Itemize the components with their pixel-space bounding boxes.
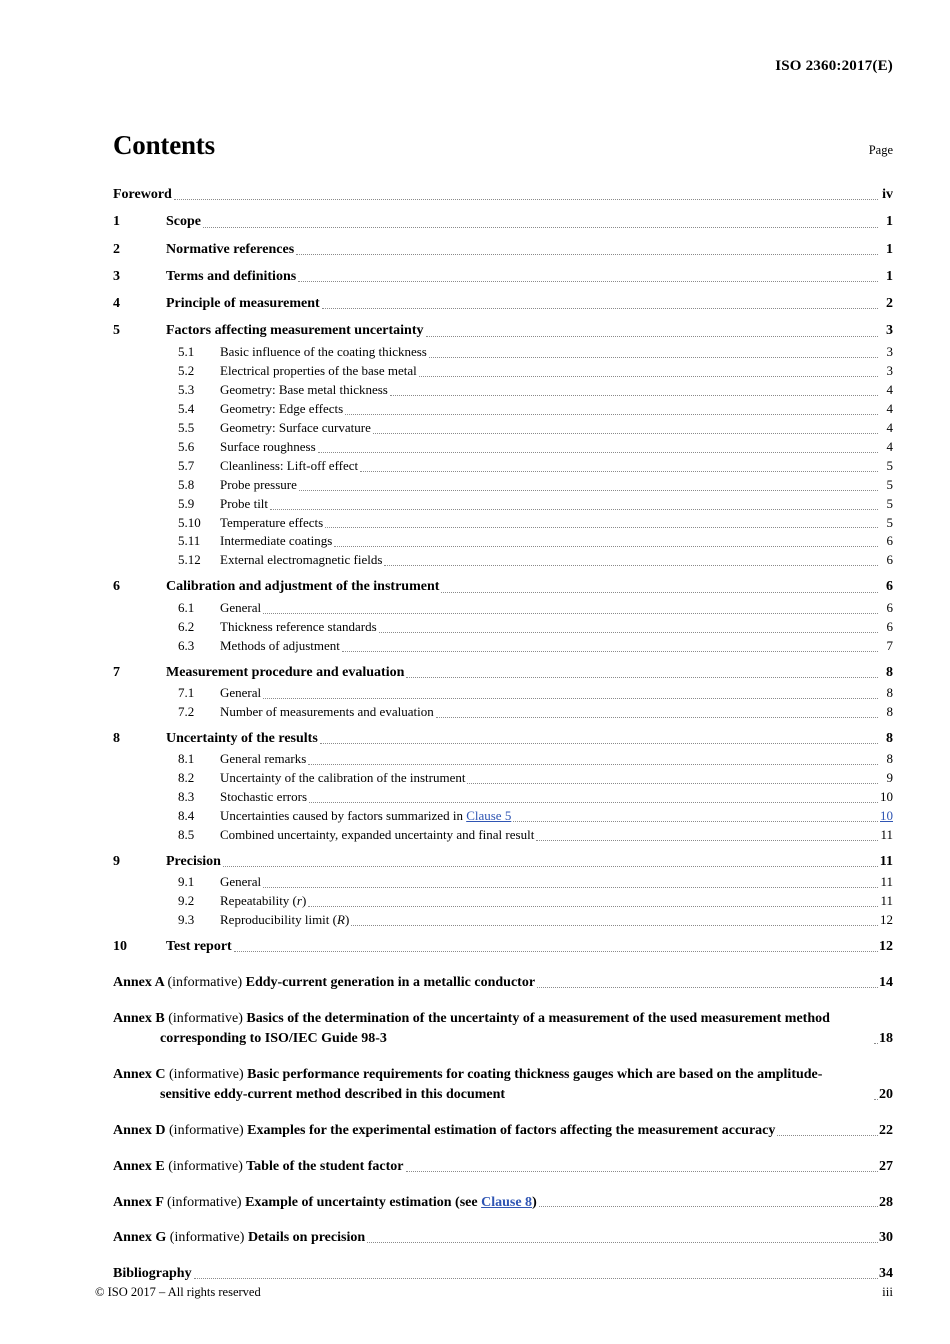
entry-number: 9.3 bbox=[178, 912, 195, 928]
toc-entry-clause[interactable] bbox=[113, 937, 893, 957]
toc-entry-annex[interactable] bbox=[113, 1193, 893, 1213]
entry-title-wrap bbox=[113, 1157, 879, 1177]
entry-page-number: 9 bbox=[886, 770, 893, 786]
entry-title-wrap bbox=[166, 852, 879, 872]
entry-number: 8 bbox=[113, 730, 120, 746]
toc-entry-annex[interactable] bbox=[113, 1009, 893, 1049]
entry-title: Test report bbox=[166, 939, 232, 955]
entry-page-number: 1 bbox=[886, 214, 893, 230]
toc-entry-foreword[interactable] bbox=[113, 185, 893, 205]
toc-entry-subclause[interactable] bbox=[113, 788, 893, 807]
entry-title-wrap bbox=[166, 937, 879, 957]
entry-title: Annex F (informative) Example of uncertainty estimation (see Clause 8) bbox=[113, 1194, 537, 1210]
entry-title-wrap bbox=[220, 618, 879, 637]
annex-label: Annex G bbox=[113, 1230, 170, 1246]
entry-title: Probe pressure bbox=[220, 476, 297, 492]
dot-leader bbox=[309, 801, 878, 803]
entry-title: Basic influence of the coating thickness bbox=[220, 343, 427, 359]
entry-number: 6.2 bbox=[178, 618, 195, 634]
entry-title-wrap bbox=[113, 1009, 879, 1049]
entry-title: Annex E (informative) Table of the student factor bbox=[113, 1158, 404, 1174]
entry-title-wrap bbox=[220, 684, 879, 703]
dot-leader bbox=[379, 631, 878, 633]
entry-page-number: 3 bbox=[886, 323, 893, 339]
italic-variable: r bbox=[296, 893, 302, 909]
toc-entry-subclause[interactable] bbox=[113, 476, 893, 495]
dot-leader bbox=[406, 1170, 879, 1172]
dot-leader bbox=[263, 612, 878, 614]
entry-page-number: 20 bbox=[879, 1086, 893, 1102]
entry-title-wrap bbox=[166, 663, 879, 683]
entry-title-wrap bbox=[220, 400, 879, 419]
entry-page-number: 30 bbox=[879, 1230, 893, 1246]
entry-title-wrap bbox=[220, 362, 879, 381]
entry-page-number: 6 bbox=[886, 552, 893, 568]
entry-number: 8.5 bbox=[178, 827, 195, 843]
entry-page-number: 1 bbox=[886, 241, 893, 257]
annex-label: Annex A bbox=[113, 975, 168, 991]
page-column-label: Page bbox=[868, 143, 893, 157]
dot-leader bbox=[874, 1098, 878, 1100]
dot-leader bbox=[429, 356, 878, 358]
entry-title-wrap bbox=[220, 419, 879, 438]
dot-leader bbox=[351, 924, 878, 926]
entry-number: 10 bbox=[113, 939, 127, 955]
entry-page-number: 6 bbox=[886, 599, 893, 615]
entry-title-wrap bbox=[220, 911, 879, 930]
toc-entry-subclause[interactable] bbox=[113, 457, 893, 476]
entry-number: 5.3 bbox=[178, 381, 195, 397]
annex-informative-note: (informative) bbox=[168, 1158, 243, 1174]
entry-page-number: 8 bbox=[886, 703, 893, 719]
toc-entry-clause[interactable] bbox=[113, 852, 893, 872]
entry-title: Stochastic errors bbox=[220, 789, 308, 805]
entry-title-wrap bbox=[166, 729, 879, 749]
toc-entry-subclause[interactable] bbox=[113, 362, 893, 381]
entry-title: Factors affecting measurement uncertainty bbox=[166, 323, 424, 339]
copyright-notice: © ISO 2017 – All rights reserved bbox=[95, 1285, 261, 1299]
dot-leader bbox=[322, 307, 878, 309]
entry-title: Scope bbox=[166, 214, 201, 230]
annex-label: Annex D bbox=[113, 1122, 170, 1138]
entry-title: Probe tilt bbox=[220, 495, 269, 511]
entry-title-wrap bbox=[113, 973, 879, 993]
entry-page-number: 8 bbox=[886, 730, 893, 746]
entry-title-wrap bbox=[220, 826, 879, 845]
entry-title: Number of measurements and evaluation bbox=[220, 703, 434, 719]
toc-entry-clause[interactable] bbox=[113, 577, 893, 597]
entry-number: 5.6 bbox=[178, 438, 195, 454]
toc-entry-subclause[interactable] bbox=[113, 703, 893, 722]
entry-number: 4 bbox=[113, 296, 120, 312]
entry-title: Combined uncertainty, expanded uncertainty and final result bbox=[220, 827, 535, 843]
entry-title-wrap bbox=[220, 599, 879, 618]
entry-title-wrap bbox=[113, 1121, 879, 1141]
toc-entry-annex[interactable] bbox=[113, 1157, 893, 1177]
dot-leader bbox=[436, 716, 878, 718]
annex-informative-note: (informative) bbox=[167, 975, 243, 991]
annex-informative-note: (informative) bbox=[166, 1194, 242, 1210]
toc-entry-clause[interactable] bbox=[113, 663, 893, 683]
entry-page-number: 11 bbox=[880, 893, 893, 909]
toc-entry-subclause[interactable] bbox=[113, 599, 893, 618]
dot-leader bbox=[441, 591, 878, 593]
dot-leader bbox=[320, 742, 878, 744]
dot-leader bbox=[299, 489, 878, 491]
annex-informative-note: (informative) bbox=[169, 1122, 244, 1138]
entry-page-number: 6 bbox=[886, 579, 893, 595]
entry-number: 9.2 bbox=[178, 893, 195, 909]
page-title: Contents bbox=[113, 130, 215, 160]
entry-title-wrap bbox=[220, 457, 879, 476]
toc-entry-subclause[interactable] bbox=[113, 873, 893, 892]
entry-title: Uncertainty of the results bbox=[166, 730, 318, 746]
toc-entry-subclause[interactable] bbox=[113, 419, 893, 438]
entry-page-number: 8 bbox=[886, 684, 893, 700]
entry-page-number: 11 bbox=[879, 853, 893, 869]
annex-label: Annex B bbox=[113, 1011, 169, 1027]
entry-number: 6.1 bbox=[178, 599, 195, 615]
entry-page-number: 5 bbox=[886, 495, 893, 511]
entry-number: 5.2 bbox=[178, 362, 195, 378]
dot-leader bbox=[874, 1042, 878, 1044]
entry-title: General remarks bbox=[220, 751, 307, 767]
entry-page-number: 18 bbox=[879, 1031, 893, 1047]
entry-title: Annex G (informative) Details on precision bbox=[113, 1230, 366, 1246]
entry-page-number: 6 bbox=[886, 533, 893, 549]
entry-page-number: 28 bbox=[879, 1194, 893, 1210]
entry-number: 8.2 bbox=[178, 770, 195, 786]
entry-title-wrap bbox=[220, 532, 879, 551]
entry-title-wrap bbox=[113, 1228, 879, 1248]
entry-title: Annex D (informative) Examples for the experimental estimation of factors affecting the measurement accuracy bbox=[113, 1122, 776, 1138]
dot-leader bbox=[426, 335, 878, 337]
dot-leader bbox=[203, 226, 878, 228]
toc-entry-subclause[interactable] bbox=[113, 769, 893, 788]
toc-entry-annex[interactable] bbox=[113, 973, 893, 993]
entry-page-number: 12 bbox=[879, 939, 893, 955]
dot-leader bbox=[384, 564, 878, 566]
entry-title-wrap bbox=[220, 343, 879, 362]
entry-title: Annex A (informative) Eddy-current generation in a metallic conductor bbox=[113, 975, 536, 991]
toc-entry-bibliography[interactable] bbox=[113, 1264, 893, 1284]
dot-leader bbox=[537, 986, 878, 988]
toc-entry-clause[interactable] bbox=[113, 294, 893, 314]
annex-informative-note: (informative) bbox=[169, 1067, 244, 1083]
toc-entry-subclause[interactable] bbox=[113, 637, 893, 656]
toc-entry-subclause[interactable] bbox=[113, 826, 893, 845]
dot-leader bbox=[223, 865, 878, 867]
entry-page-number: 8 bbox=[886, 664, 893, 680]
toc-entry-subclause[interactable] bbox=[113, 495, 893, 514]
annex-label: Annex C bbox=[113, 1067, 170, 1083]
entry-title-wrap bbox=[220, 495, 879, 514]
annex-informative-note: (informative) bbox=[169, 1230, 245, 1246]
entry-title-wrap bbox=[220, 551, 879, 570]
entry-number: 7.2 bbox=[178, 703, 195, 719]
entry-page-number: 2 bbox=[886, 296, 893, 312]
entry-page-number: 4 bbox=[886, 438, 893, 454]
dot-leader bbox=[360, 470, 878, 472]
entry-number: 6.3 bbox=[178, 637, 195, 653]
entry-title: General bbox=[220, 684, 262, 700]
entry-page-number: iv bbox=[882, 187, 893, 202]
dot-leader bbox=[536, 839, 878, 841]
dot-leader bbox=[318, 451, 878, 453]
entry-title-wrap bbox=[113, 1065, 879, 1105]
entry-page-number: 14 bbox=[879, 975, 893, 991]
toc-entry-clause[interactable] bbox=[113, 212, 893, 232]
entry-number: 5.5 bbox=[178, 419, 195, 435]
footer-page-number: iii bbox=[882, 1284, 893, 1299]
entry-page-number: 27 bbox=[879, 1158, 893, 1174]
entry-page-number: 3 bbox=[886, 343, 893, 359]
entry-page-number[interactable]: 10 bbox=[880, 808, 893, 824]
entry-title-wrap bbox=[220, 476, 879, 495]
entry-title: Intermediate coatings bbox=[220, 533, 333, 549]
entry-title: Calibration and adjustment of the instrument bbox=[166, 579, 440, 595]
toc-entry-clause[interactable] bbox=[113, 240, 893, 260]
entry-title: Uncertainties caused by factors summarized in Clause 5 bbox=[220, 808, 512, 824]
dot-leader bbox=[390, 394, 878, 396]
entry-title-wrap bbox=[166, 267, 879, 287]
entry-number: 3 bbox=[113, 268, 120, 284]
entry-title-wrap bbox=[166, 294, 879, 314]
entry-number: 5.4 bbox=[178, 400, 195, 416]
annex-label: Annex F bbox=[113, 1194, 167, 1210]
entry-title-wrap bbox=[220, 637, 879, 656]
toc-entry-subclause[interactable] bbox=[113, 618, 893, 637]
entry-page-number: 5 bbox=[886, 514, 893, 530]
dot-leader bbox=[308, 763, 878, 765]
toc-entry-subclause[interactable] bbox=[113, 514, 893, 533]
entry-title: Cleanliness: Lift-off effect bbox=[220, 457, 359, 473]
dot-leader bbox=[539, 1205, 878, 1207]
entry-title-wrap bbox=[113, 185, 879, 205]
toc-entry-clause[interactable] bbox=[113, 321, 893, 341]
entry-page-number: 34 bbox=[879, 1266, 893, 1282]
entry-title: Repeatability (r) bbox=[220, 893, 307, 909]
entry-title: Principle of measurement bbox=[166, 296, 320, 312]
entry-page-number: 4 bbox=[886, 400, 893, 416]
italic-variable: R bbox=[337, 912, 345, 928]
entry-title: Terms and definitions bbox=[166, 268, 297, 284]
dot-leader bbox=[234, 950, 878, 952]
entry-page-number: 7 bbox=[886, 637, 893, 653]
entry-page-number: 8 bbox=[886, 751, 893, 767]
entry-title-wrap bbox=[166, 321, 879, 341]
cross-reference-link[interactable]: Clause 5 bbox=[466, 808, 512, 824]
annex-informative-note: (informative) bbox=[168, 1011, 243, 1027]
entry-number: 6 bbox=[113, 579, 120, 595]
entry-title: General bbox=[220, 874, 262, 890]
entry-title: Foreword bbox=[113, 187, 172, 202]
entry-title: Thickness reference standards bbox=[220, 618, 377, 634]
entry-number: 5.7 bbox=[178, 457, 195, 473]
entry-page-number: 4 bbox=[886, 381, 893, 397]
dot-leader bbox=[263, 697, 878, 699]
toc-entry-subclause[interactable] bbox=[113, 532, 893, 551]
toc-entry-subclause[interactable] bbox=[113, 400, 893, 419]
table-of-contents bbox=[113, 185, 893, 1284]
dot-leader bbox=[263, 886, 878, 888]
toc-entry-subclause[interactable] bbox=[113, 381, 893, 400]
entry-title: Temperature effects bbox=[220, 514, 324, 530]
dot-leader bbox=[296, 253, 878, 255]
entry-title: Annex B (informative) Basics of the determination of the uncertainty of a measurement of the used measurement method corresponding to ISO/IEC Guide 98-3 bbox=[113, 1011, 830, 1047]
entry-number: 5 bbox=[113, 323, 120, 339]
toc-entry-annex[interactable] bbox=[113, 1228, 893, 1248]
entry-number: 5.8 bbox=[178, 476, 195, 492]
toc-entry-annex[interactable] bbox=[113, 1121, 893, 1141]
toc-entry-subclause[interactable] bbox=[113, 892, 893, 911]
entry-number: 7.1 bbox=[178, 684, 195, 700]
entry-page-number: 22 bbox=[879, 1122, 893, 1138]
toc-entry-clause[interactable] bbox=[113, 267, 893, 287]
toc-entry-subclause[interactable] bbox=[113, 343, 893, 362]
entry-number: 9 bbox=[113, 853, 120, 869]
entry-title: Uncertainty of the calibration of the instrument bbox=[220, 770, 466, 786]
entry-number: 8.1 bbox=[178, 751, 195, 767]
dot-leader bbox=[777, 1134, 878, 1136]
entry-number: 5.9 bbox=[178, 495, 195, 511]
entry-title: Geometry: Base metal thickness bbox=[220, 381, 388, 397]
page-footer bbox=[95, 1284, 893, 1300]
entry-page-number: 5 bbox=[886, 476, 893, 492]
entry-number: 2 bbox=[113, 241, 120, 257]
entry-title-wrap bbox=[220, 514, 879, 533]
toc-entry-subclause[interactable] bbox=[113, 750, 893, 769]
entry-title-wrap bbox=[113, 1193, 879, 1213]
entry-title-wrap bbox=[166, 212, 879, 232]
entry-number: 5.12 bbox=[178, 552, 201, 568]
entry-title-wrap bbox=[220, 381, 879, 400]
entry-title-wrap bbox=[220, 807, 879, 826]
entry-title-wrap bbox=[220, 438, 879, 457]
dot-leader bbox=[194, 1277, 878, 1279]
entry-title: Geometry: Surface curvature bbox=[220, 419, 371, 435]
dot-leader bbox=[467, 782, 878, 784]
entry-title-wrap bbox=[220, 769, 879, 788]
toc-entry-subclause[interactable] bbox=[113, 551, 893, 570]
entry-page-number: 11 bbox=[880, 874, 893, 890]
entry-page-number: 4 bbox=[886, 419, 893, 435]
entry-title-wrap bbox=[166, 577, 879, 597]
entry-title: General bbox=[220, 599, 262, 615]
dot-leader bbox=[419, 375, 878, 377]
dot-leader bbox=[298, 280, 878, 282]
entry-title-wrap bbox=[220, 873, 879, 892]
entry-title: Reproducibility limit (R) bbox=[220, 912, 350, 928]
entry-number: 5.11 bbox=[178, 533, 201, 549]
entry-page-number: 1 bbox=[886, 268, 893, 284]
entry-title: Annex C (informative) Basic performance requirements for coating thickness gauges which are based on the amplitude-sensitive eddy-current method described in this document bbox=[113, 1067, 823, 1102]
entry-page-number: 12 bbox=[880, 912, 893, 928]
entry-number: 9.1 bbox=[178, 874, 195, 890]
dot-leader bbox=[345, 413, 878, 415]
entry-number: 8.3 bbox=[178, 789, 195, 805]
entry-title: Methods of adjustment bbox=[220, 637, 340, 653]
dot-leader bbox=[270, 508, 878, 510]
entry-page-number: 3 bbox=[886, 362, 893, 378]
annex-label: Annex E bbox=[113, 1158, 169, 1174]
entry-page-number: 6 bbox=[886, 618, 893, 634]
entry-title: External electromagnetic fields bbox=[220, 552, 383, 568]
entry-page-number: 5 bbox=[886, 457, 893, 473]
entry-title: Electrical properties of the base metal bbox=[220, 362, 417, 378]
toc-entry-subclause[interactable] bbox=[113, 911, 893, 930]
entry-page-number: 10 bbox=[880, 789, 893, 805]
document-header-id: ISO 2360:2017(E) bbox=[775, 58, 893, 74]
dot-leader bbox=[308, 905, 878, 907]
toc-entry-clause[interactable] bbox=[113, 729, 893, 749]
toc-entry-subclause[interactable] bbox=[113, 807, 893, 826]
entry-title-wrap bbox=[220, 892, 879, 911]
entry-title: Precision bbox=[166, 853, 221, 869]
entry-title-wrap bbox=[220, 788, 879, 807]
entry-number: 1 bbox=[113, 214, 120, 230]
entry-number: 8.4 bbox=[178, 808, 195, 824]
dot-leader bbox=[174, 198, 878, 200]
toc-entry-annex[interactable] bbox=[113, 1065, 893, 1105]
entry-title: Bibliography bbox=[113, 1266, 192, 1282]
toc-entry-subclause[interactable] bbox=[113, 684, 893, 703]
contents-header-row bbox=[113, 130, 893, 161]
entry-number: 5.10 bbox=[178, 514, 201, 530]
entry-number: 5.1 bbox=[178, 343, 195, 359]
dot-leader bbox=[342, 650, 878, 652]
dot-leader bbox=[406, 676, 878, 678]
entry-title: Geometry: Edge effects bbox=[220, 400, 344, 416]
cross-reference-link[interactable]: Clause 8 bbox=[481, 1194, 533, 1210]
entry-title: Surface roughness bbox=[220, 438, 316, 454]
entry-title-wrap bbox=[113, 1264, 879, 1284]
dot-leader bbox=[334, 545, 878, 547]
toc-entry-subclause[interactable] bbox=[113, 438, 893, 457]
entry-page-number: 11 bbox=[880, 827, 893, 843]
entry-title: Normative references bbox=[166, 241, 295, 257]
entry-number: 7 bbox=[113, 664, 120, 680]
dot-leader bbox=[325, 526, 878, 528]
entry-title-wrap bbox=[220, 703, 879, 722]
dot-leader bbox=[373, 432, 878, 434]
entry-title-wrap bbox=[220, 750, 879, 769]
dot-leader bbox=[513, 820, 878, 822]
entry-title-wrap bbox=[166, 240, 879, 260]
entry-title: Measurement procedure and evaluation bbox=[166, 664, 405, 680]
dot-leader bbox=[367, 1241, 878, 1243]
